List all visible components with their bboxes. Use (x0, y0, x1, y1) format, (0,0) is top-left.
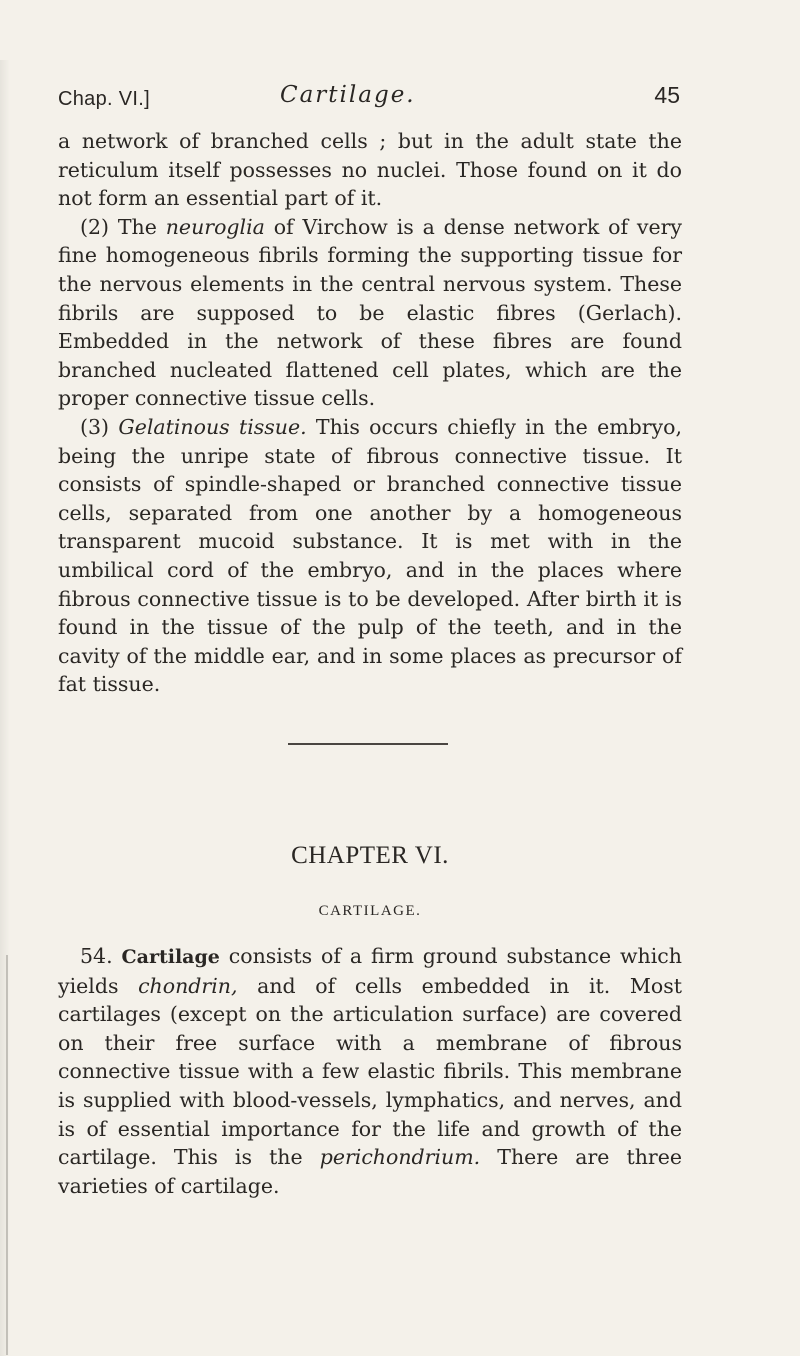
term-perichondrium: perichondrium. (319, 1145, 481, 1170)
paragraph-text: There are three varieties of cartilage. (58, 1145, 682, 1198)
paragraph-text: consists of a firm ground substance which yields (58, 944, 682, 998)
term-chondrin: chondrin, (138, 973, 238, 998)
paragraph-text: This occurs chiefly in the embryo, being the unripe state of fibrous connective tissue. It consists of spindle-shaped or branched connective tissue cells, separated from one another by a homogeneous transparent mucoid substance. It is met with in the umbilical cord of the embryo, and in the places where fibrous connective tissue is to be developed. After birth it is found in the tissue of the pulp of the teeth, and in the cavity of the middle ear, and in some places as precursor of fat tissue. (58, 414, 682, 697)
paragraph-cartilage (58, 942, 682, 1200)
term-cartilage: Cartilage (121, 946, 220, 968)
paragraph-gelatinous (58, 413, 682, 699)
section-number: 54. (80, 944, 113, 968)
paragraph-neuroglia (58, 213, 682, 413)
binding-edge-line (6, 955, 8, 1355)
continued-text-block (58, 127, 682, 699)
section-text-block (58, 942, 682, 1200)
item-prefix: (2) The (80, 214, 166, 239)
page-edge-shadow (0, 60, 10, 1356)
page-number: 45 (654, 82, 680, 108)
paragraph-text: of Virchow is a dense network of very fine homogeneous fibrils forming the supporting tissue for the nervous elements in the central nervous system. These fibrils are supposed to be elastic fibres (Gerlach). Embedded in the network of these fibres are found branched nucleated flattened cell plates, which are the proper connective tissue cells. (58, 214, 682, 411)
term-neuroglia: neuroglia (165, 214, 265, 239)
term-gelatinous-tissue: Gelatinous tissue. (118, 414, 307, 439)
running-title: Cartilage. (280, 82, 416, 108)
chapter-title: CHAPTER VI. (291, 842, 449, 869)
paragraph-text: and of cells embedded in it. Most cartilages (except on the articulation surface) are covered on their free surface with a membrane of fibrous connective tissue with a few elastic fibrils. This membrane is supplied with blood-vessels, lymphatics, and nerves, and is of essential importance for the life and growth of the cartilage. This is the (58, 973, 682, 1170)
paragraph-text: a network of branched cells ; but in the adult state the reticulum itself possesses no nuclei. Those found on it do not form an essential part of it. (58, 129, 682, 211)
running-header (58, 82, 680, 120)
paragraph-continuation (58, 127, 682, 213)
section-divider (288, 743, 448, 745)
item-prefix: (3) (80, 414, 119, 439)
chapter-subtitle: CARTILAGE. (318, 903, 422, 919)
chapter-reference: Chap. VI.] (58, 88, 150, 110)
